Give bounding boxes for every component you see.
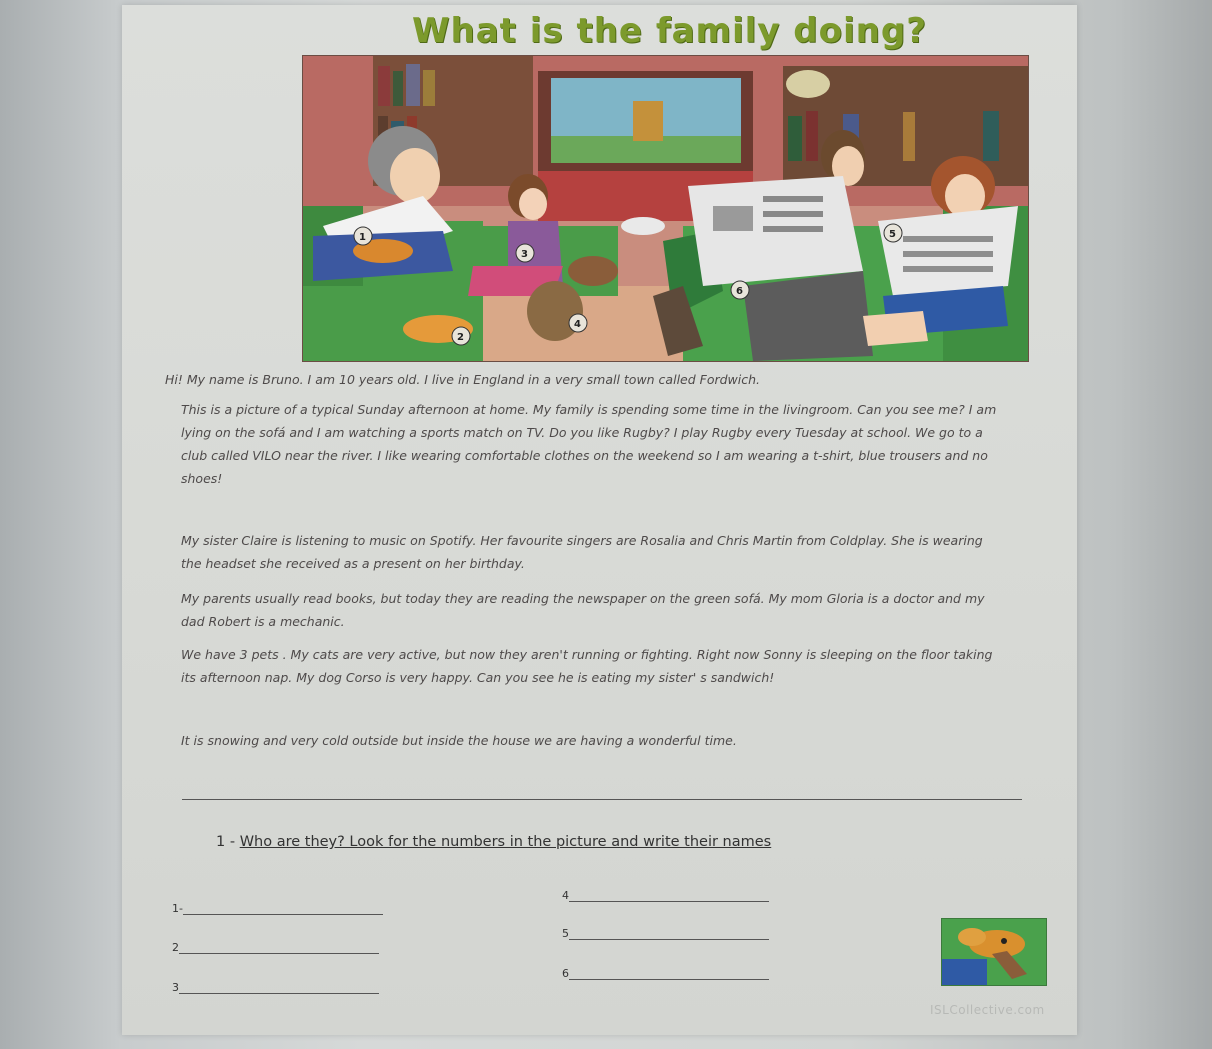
paragraph-parents: My parents usually read books, but today they are reading the newspaper on the green sofá. My mom Gloria is a doctor and my dad Robert is a mechanic.: [181, 591, 985, 629]
badge-5: 5: [889, 229, 896, 240]
question-text: Who are they? Look for the numbers in the picture and write their names: [239, 834, 772, 850]
badge-6: 6: [736, 286, 743, 297]
answer-line-4[interactable]: [562, 889, 769, 902]
paragraph-sister: My sister Claire is listening to music on Spotify. Her favourite singers are Rosalia and Chris Martin from Coldplay. She is wearing the headset she received as a present on her birthday.: [181, 533, 983, 571]
answer-label-5: 5: [562, 927, 569, 940]
site-credit: ISLCollective.com: [930, 1003, 1045, 1017]
paragraph-intro: Hi! My name is Bruno. I am 10 years old. I live in England in a very small town called Fordwich.: [165, 372, 761, 387]
paragraph-weather: It is snowing and very cold outside but inside the house we are having a wonderful time.: [181, 733, 737, 748]
answer-line-5[interactable]: [562, 927, 769, 940]
worksheet-title: What is the family doing?: [412, 11, 927, 51]
badge-1: 1: [359, 232, 366, 243]
paragraph-pets: We have 3 pets . My cats are very active, but now they aren't running or fighting. Right now Sonny is sleeping on the floor taking its afternoon nap. My dog Corso is very happy. Can you see he is eating my sister' s sandwich!: [181, 647, 993, 685]
badge-2: 2: [457, 332, 464, 343]
badge-3: 3: [521, 249, 528, 260]
answer-label-6: 6: [562, 967, 569, 980]
answer-line-1[interactable]: [172, 902, 383, 915]
answer-line-6[interactable]: [562, 967, 769, 980]
worksheet-page: [122, 5, 1077, 1035]
paragraph-picture: This is a picture of a typical Sunday afternoon at home. My family is spending some time in the livingroom. Can you see me? I am lying on the sofá and I am watching a sports match on TV. Do you like Rugby? I play Rugby every Tuesday at school. We go to a club called VILO near the river. I like wearing comfortable clothes on the weekend so I am wearing a t-shirt, blue trousers and no shoes!: [181, 402, 997, 486]
section-divider: [182, 799, 1022, 800]
badge-4: 4: [574, 319, 581, 330]
answer-label-4: 4: [562, 889, 569, 902]
answer-line-3[interactable]: [172, 981, 379, 994]
answer-line-2[interactable]: [172, 941, 379, 954]
answer-label-2: 2: [172, 941, 179, 954]
answer-label-1: 1-: [172, 902, 183, 915]
dog-thumbnail-image: [941, 918, 1047, 986]
living-room-illustration: [302, 55, 1029, 362]
question-1: [216, 834, 771, 850]
answer-label-3: 3: [172, 981, 179, 994]
question-number: 1 -: [216, 834, 236, 850]
